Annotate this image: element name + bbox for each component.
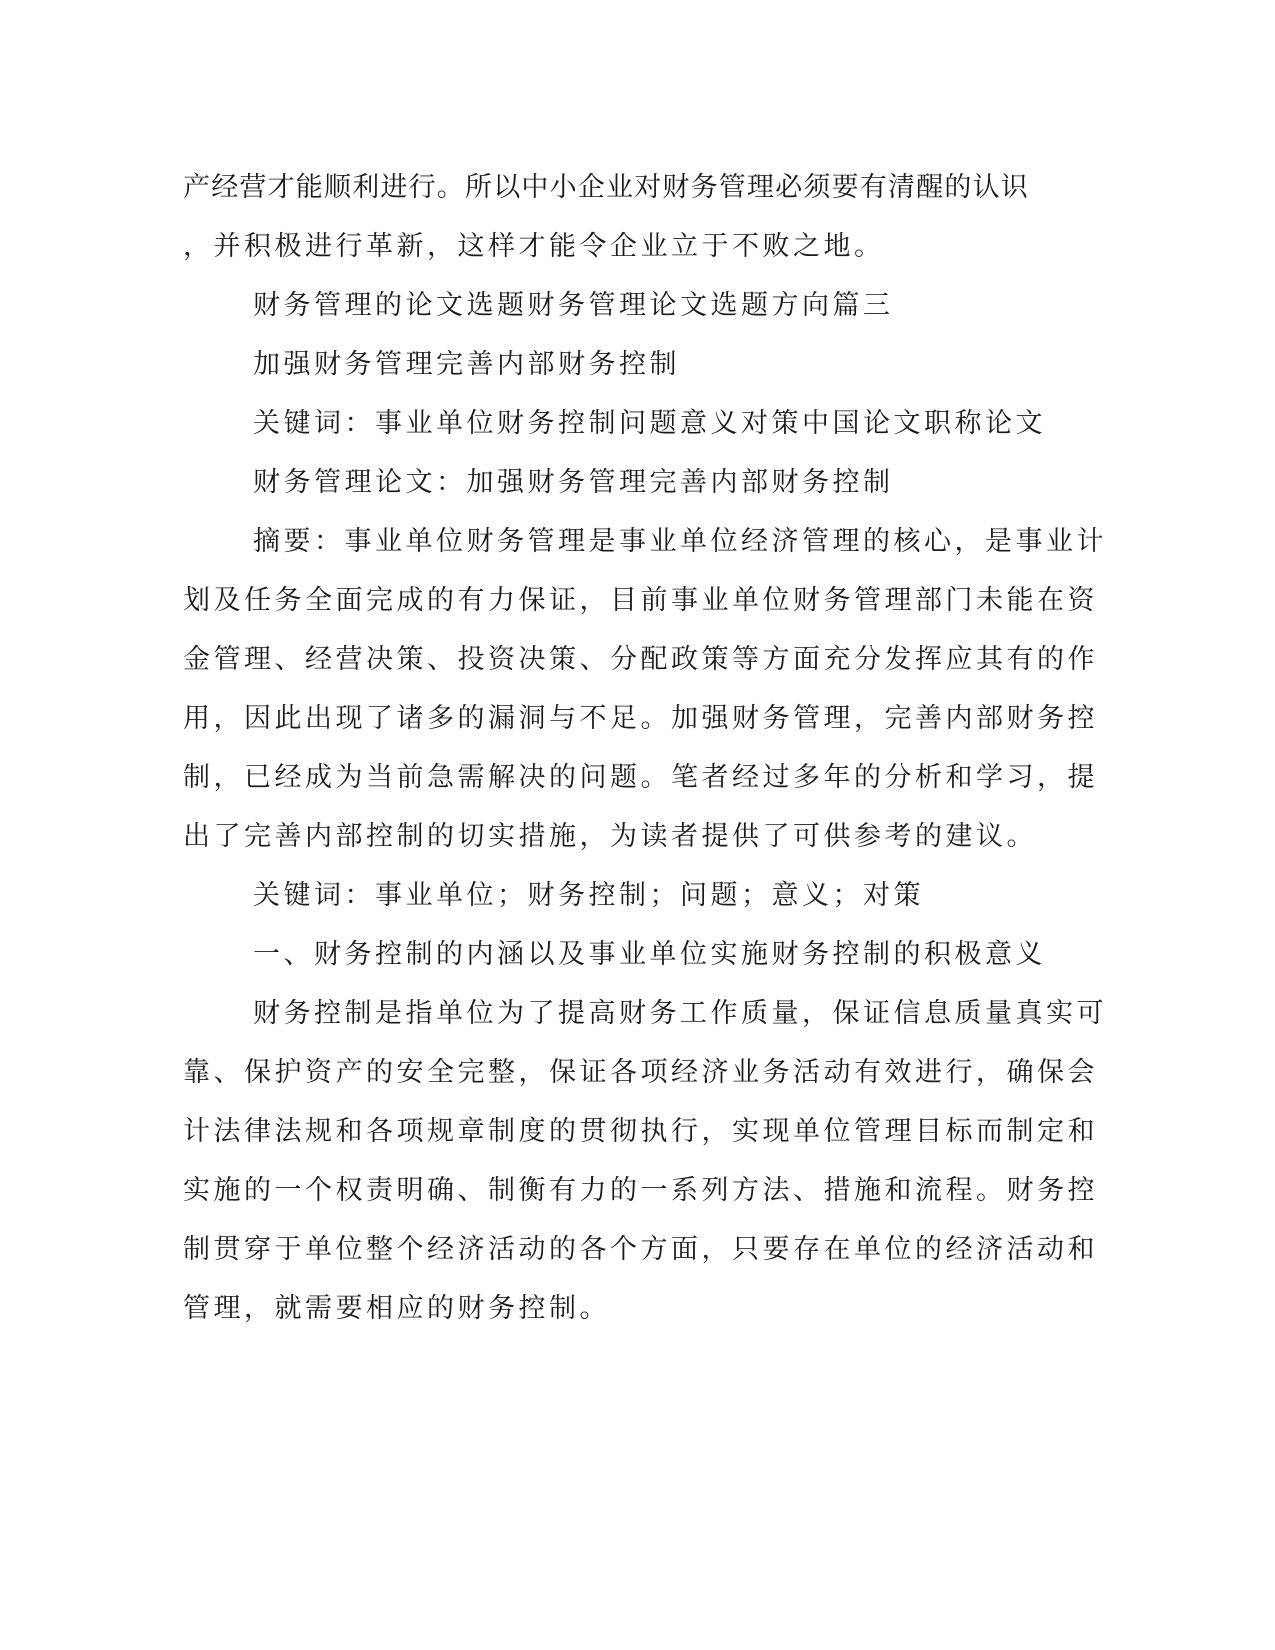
abstract-text-line: 制，已经成为当前急需解决的问题。笔者经过多年的分析和学习，提 — [183, 762, 1098, 793]
section-heading: 一、财务控制的内涵以及事业单位实施财务控制的积极意义 — [253, 939, 1046, 970]
document-body — [183, 158, 1107, 1338]
abstract-text-line: 出了完善内部控制的切实措施，为读者提供了可供参考的建议。 — [183, 821, 1037, 852]
keywords-line: 关键词：事业单位；财务控制；问题；意义；对策 — [253, 880, 924, 911]
article-subtitle: 财务管理论文：加强财务管理完善内部财务控制 — [253, 467, 894, 498]
body-text-line: 产经营才能顺利进行。所以中小企业对财务管理必须要有清醒的认识 — [183, 172, 1029, 203]
abstract-text-line: 金管理、经营决策、投资决策、分配政策等方面充分发挥应其有的作 — [183, 644, 1098, 675]
body-text-line: 财务控制是指单位为了提高财务工作质量，保证信息质量真实可 — [253, 998, 1107, 1029]
section-title: 财务管理的论文选题财务管理论文选题方向篇三 — [253, 290, 894, 321]
abstract-text-line: 用，因此出现了诸多的漏洞与不足。加强财务管理，完善内部财务控 — [183, 703, 1098, 734]
abstract-text-line: 摘要：事业单位财务管理是事业单位经济管理的核心，是事业计 — [253, 526, 1107, 557]
body-text-line: 靠、保护资产的安全完整，保证各项经济业务活动有效进行，确保会 — [183, 1057, 1098, 1088]
keywords-line: 关键词：事业单位财务控制问题意义对策中国论文职称论文 — [253, 408, 1046, 439]
body-text-line: 制贯穿于单位整个经济活动的各个方面，只要存在单位的经济活动和 — [183, 1234, 1098, 1265]
body-text-line: 计法律法规和各项规章制度的贯彻执行，实现单位管理目标而制定和 — [183, 1116, 1098, 1147]
body-text-line: 实施的一个权责明确、制衡有力的一系列方法、措施和流程。财务控 — [183, 1175, 1098, 1206]
body-text-line: 管理，就需要相应的财务控制。 — [183, 1293, 610, 1324]
abstract-text-line: 划及任务全面完成的有力保证，目前事业单位财务管理部门未能在资 — [183, 585, 1098, 616]
article-title: 加强财务管理完善内部财务控制 — [253, 349, 680, 380]
body-text-line: ，并积极进行革新，这样才能令企业立于不败之地。 — [183, 231, 885, 262]
